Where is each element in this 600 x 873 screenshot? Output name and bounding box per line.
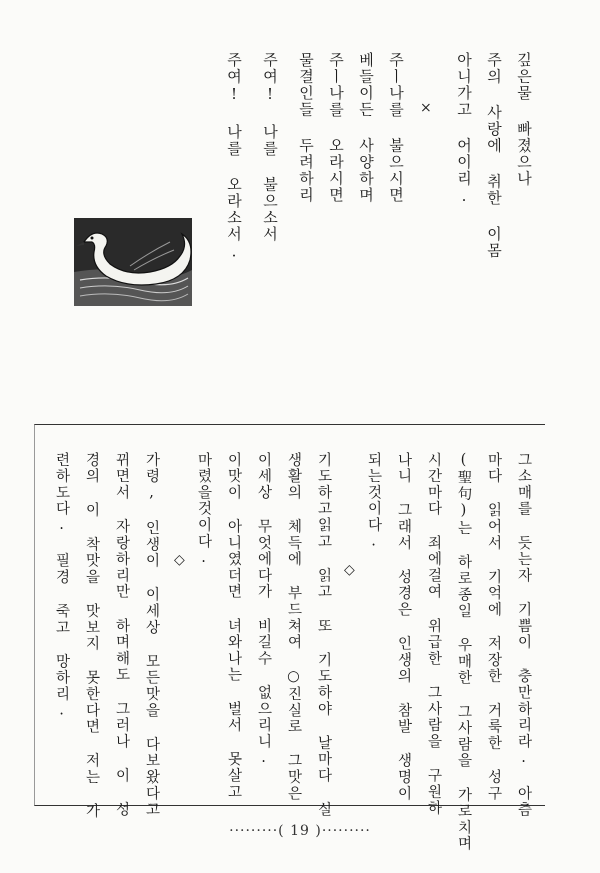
poem-line: 주의 사랑에 취한 이몸 (485, 52, 503, 259)
prose-line: 련하도다. 필경 죽고 망하리. (53, 452, 70, 721)
page-number: ·········( 19 )········· (229, 823, 371, 839)
poem-line: 아니가고 어이리. (455, 52, 473, 207)
poem-line: 주ㅣ나를 오라시면 (327, 52, 345, 204)
prose-line: 생활의 체득에 부드쳐여 ○진실로 그맛은 (285, 452, 302, 802)
prose-line: 이맛이 아니였더면 녀와나는 벌서 못살고 (225, 452, 242, 801)
prose-line: 그소매를 듯는자 기쁨이 충만하리라. 아츰 (515, 452, 532, 819)
prose-line: 기도하고읽고 읽고 또 기도하야 날마다 실 (315, 452, 332, 819)
poem-line: 주여! 나를 오라소서. (225, 52, 243, 262)
prose-line: 가령, 인생이 이세상 모든맛을 다보왔다고 (143, 452, 160, 819)
section-divider: ◇ (174, 552, 185, 568)
prose-line: 경의 이 착맛을 맛보지 못한다면 저는 가 (83, 452, 100, 820)
prose-line: 마다 읽어서 기억에 저장한 거룩한 성구 (485, 452, 502, 802)
poem-line: 물결인들 두려하리 (297, 52, 315, 204)
section-divider: × (420, 100, 432, 116)
prose-line: 마렸을것이다. (195, 452, 212, 568)
poem-line: 주ㅣ나를 불으시면 (387, 52, 405, 204)
prose-line: 뀌면서 자랑하리만 하며해도 그러나 이 성 (113, 452, 130, 819)
poem-line: 베들이든 사양하며 (357, 52, 375, 204)
prose-line: 되는것이다. (365, 452, 382, 552)
poem-line: 주여! 나를 불으소서 (261, 52, 279, 243)
poem-line: 깊은물 빠졌으나 (515, 52, 533, 187)
swan-illustration (70, 212, 198, 312)
prose-line: 이세상 무엇에다가 비길수 없으리니. (255, 452, 272, 768)
prose-line: (聖句)는 하로종일 우매한 그사람을 가로치며 (455, 452, 472, 853)
prose-line: 나니 그래서 성경은 인생의 참발 생명이 (395, 452, 412, 802)
section-divider: ◇ (344, 562, 355, 578)
prose-line: 시간마다 죄에걸여 위급한 그사람을 구원하 (425, 452, 442, 817)
